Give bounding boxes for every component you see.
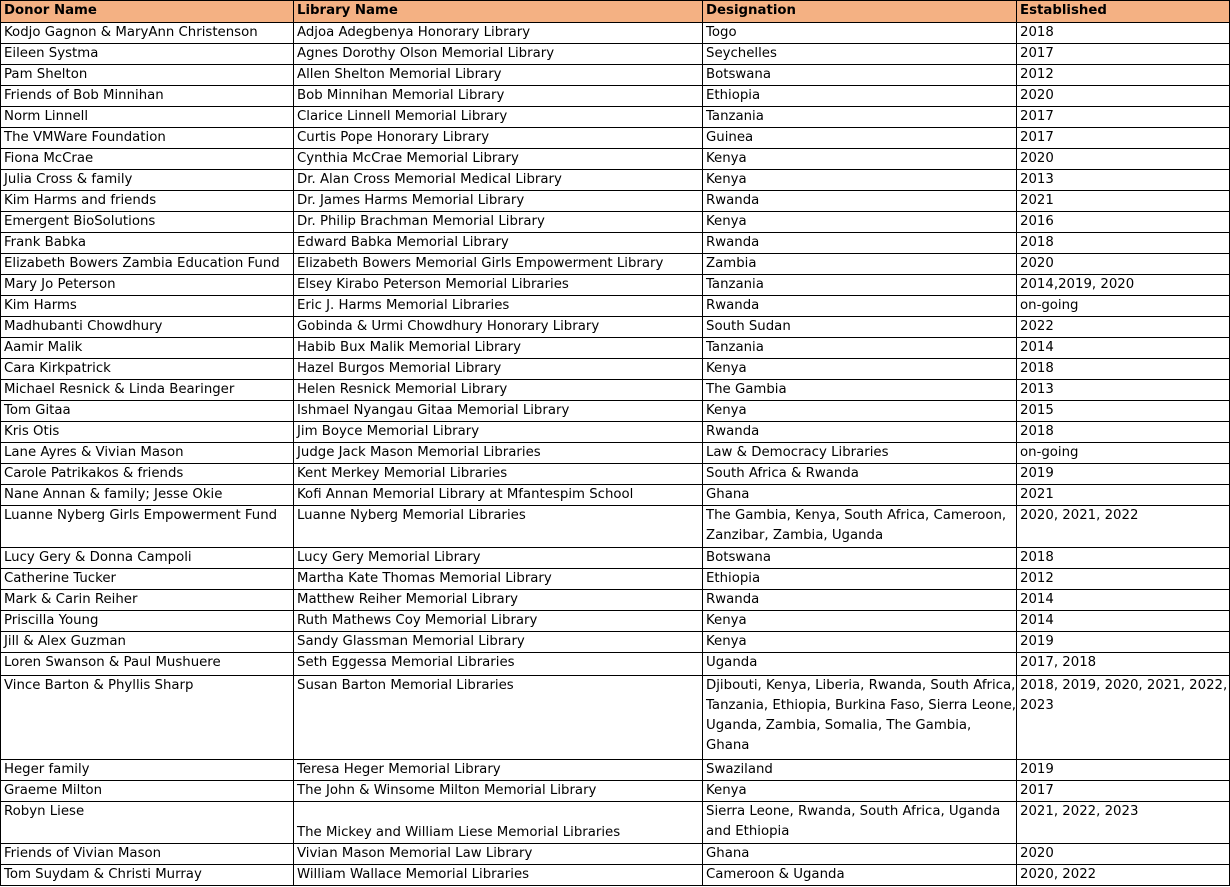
- designation-cell[interactable]: Tanzania: [703, 338, 1017, 359]
- donor-cell[interactable]: Cara Kirkpatrick: [1, 359, 294, 380]
- donor-cell[interactable]: Julia Cross & family: [1, 170, 294, 191]
- header-donor-name[interactable]: Donor Name: [1, 1, 294, 23]
- table-row: [1, 23, 1230, 44]
- donor-cell[interactable]: Tom Suydam & Christi Murray: [1, 865, 294, 886]
- designation-cell[interactable]: Ghana: [703, 844, 1017, 865]
- designation-cell[interactable]: Kenya: [703, 212, 1017, 233]
- established-cell[interactable]: 2014: [1017, 590, 1230, 611]
- donor-cell[interactable]: Lane Ayres & Vivian Mason: [1, 443, 294, 464]
- established-cell[interactable]: 2022: [1017, 317, 1230, 338]
- designation-cell[interactable]: Kenya: [703, 401, 1017, 422]
- donor-cell[interactable]: Heger family: [1, 760, 294, 781]
- table-row: [1, 443, 1230, 464]
- library-cell[interactable]: Cynthia McCrae Memorial Library: [294, 149, 703, 170]
- donor-cell[interactable]: Kim Harms and friends: [1, 191, 294, 212]
- donor-cell[interactable]: Luanne Nyberg Girls Empowerment Fund: [1, 506, 294, 548]
- table-row: [1, 485, 1230, 506]
- established-cell[interactable]: 2015: [1017, 401, 1230, 422]
- designation-cell[interactable]: The Gambia, Kenya, South Africa, Cameroon, Zanzibar, Zambia, Uganda: [703, 506, 1017, 548]
- established-cell[interactable]: 2018: [1017, 233, 1230, 254]
- library-cell[interactable]: Edward Babka Memorial Library: [294, 233, 703, 254]
- table-row: [1, 632, 1230, 653]
- designation-cell[interactable]: Rwanda: [703, 422, 1017, 443]
- library-cell[interactable]: Martha Kate Thomas Memorial Library: [294, 569, 703, 590]
- library-cell[interactable]: Dr. Philip Brachman Memorial Library: [294, 212, 703, 233]
- established-cell[interactable]: 2012: [1017, 569, 1230, 590]
- library-cell[interactable]: Ruth Mathews Coy Memorial Library: [294, 611, 703, 632]
- library-cell[interactable]: Agnes Dorothy Olson Memorial Library: [294, 44, 703, 65]
- established-cell[interactable]: 2020, 2022: [1017, 865, 1230, 886]
- donor-cell[interactable]: Kodjo Gagnon & MaryAnn Christenson: [1, 23, 294, 44]
- table-row: [1, 65, 1230, 86]
- established-cell[interactable]: 2021: [1017, 485, 1230, 506]
- header-designation[interactable]: Designation: [703, 1, 1017, 23]
- library-cell[interactable]: Habib Bux Malik Memorial Library: [294, 338, 703, 359]
- header-row: [1, 1, 1230, 23]
- designation-cell[interactable]: Botswana: [703, 548, 1017, 569]
- designation-cell[interactable]: Botswana: [703, 65, 1017, 86]
- donor-cell[interactable]: Friends of Bob Minnihan: [1, 86, 294, 107]
- table-row: [1, 317, 1230, 338]
- established-cell[interactable]: 2018, 2019, 2020, 2021, 2022, 2023: [1017, 676, 1230, 760]
- established-cell[interactable]: 2017: [1017, 781, 1230, 802]
- donor-cell[interactable]: Catherine Tucker: [1, 569, 294, 590]
- table-row: [1, 569, 1230, 590]
- table-row: [1, 107, 1230, 128]
- library-cell[interactable]: Dr. James Harms Memorial Library: [294, 191, 703, 212]
- designation-cell[interactable]: South Sudan: [703, 317, 1017, 338]
- header-established[interactable]: Established: [1017, 1, 1230, 23]
- table-row: [1, 380, 1230, 401]
- established-cell[interactable]: 2018: [1017, 23, 1230, 44]
- library-cell[interactable]: Vivian Mason Memorial Law Library: [294, 844, 703, 865]
- donor-cell[interactable]: Pam Shelton: [1, 65, 294, 86]
- table-row: [1, 233, 1230, 254]
- table-row: [1, 781, 1230, 802]
- library-cell[interactable]: Susan Barton Memorial Libraries: [294, 676, 703, 760]
- donor-cell[interactable]: Nane Annan & family; Jesse Okie: [1, 485, 294, 506]
- library-cell[interactable]: William Wallace Memorial Libraries: [294, 865, 703, 886]
- table-row: [1, 676, 1230, 760]
- library-cell[interactable]: Elizabeth Bowers Memorial Girls Empowerment Library: [294, 254, 703, 275]
- designation-cell[interactable]: South Africa & Rwanda: [703, 464, 1017, 485]
- established-cell[interactable]: 2019: [1017, 632, 1230, 653]
- library-cell[interactable]: Allen Shelton Memorial Library: [294, 65, 703, 86]
- donor-cell[interactable]: The VMWare Foundation: [1, 128, 294, 149]
- table-row: [1, 844, 1230, 865]
- donor-cell[interactable]: Tom Gitaa: [1, 401, 294, 422]
- established-cell[interactable]: 2016: [1017, 212, 1230, 233]
- established-cell[interactable]: 2021: [1017, 191, 1230, 212]
- table-row: [1, 548, 1230, 569]
- library-cell[interactable]: Bob Minnihan Memorial Library: [294, 86, 703, 107]
- donor-cell[interactable]: Mark & Carin Reiher: [1, 590, 294, 611]
- table-row: [1, 611, 1230, 632]
- table-row: [1, 865, 1230, 886]
- established-cell[interactable]: 2018: [1017, 359, 1230, 380]
- donor-cell[interactable]: Emergent BioSolutions: [1, 212, 294, 233]
- established-cell[interactable]: 2020: [1017, 86, 1230, 107]
- designation-cell[interactable]: Guinea: [703, 128, 1017, 149]
- library-cell[interactable]: The John & Winsome Milton Memorial Library: [294, 781, 703, 802]
- library-cell[interactable]: Hazel Burgos Memorial Library: [294, 359, 703, 380]
- table-body: [1, 23, 1230, 886]
- table-row: [1, 149, 1230, 170]
- library-cell[interactable]: Eric J. Harms Memorial Libraries: [294, 296, 703, 317]
- header-library-name[interactable]: Library Name: [294, 1, 703, 23]
- donor-cell[interactable]: Frank Babka: [1, 233, 294, 254]
- established-cell[interactable]: 2018: [1017, 422, 1230, 443]
- established-cell[interactable]: 2019: [1017, 464, 1230, 485]
- established-cell[interactable]: 2014: [1017, 611, 1230, 632]
- donor-cell[interactable]: Madhubanti Chowdhury: [1, 317, 294, 338]
- library-cell[interactable]: Curtis Pope Honorary Library: [294, 128, 703, 149]
- library-cell[interactable]: Jim Boyce Memorial Library: [294, 422, 703, 443]
- library-cell[interactable]: Clarice Linnell Memorial Library: [294, 107, 703, 128]
- table-row: [1, 296, 1230, 317]
- established-cell[interactable]: on-going: [1017, 443, 1230, 464]
- designation-cell[interactable]: Kenya: [703, 781, 1017, 802]
- table-row: [1, 359, 1230, 380]
- established-cell[interactable]: 2020, 2021, 2022: [1017, 506, 1230, 548]
- donor-cell[interactable]: Priscilla Young: [1, 611, 294, 632]
- designation-cell[interactable]: Kenya: [703, 632, 1017, 653]
- donor-cell[interactable]: Carole Patrikakos & friends: [1, 464, 294, 485]
- designation-cell[interactable]: Rwanda: [703, 233, 1017, 254]
- table-row: [1, 170, 1230, 191]
- library-cell[interactable]: Lucy Gery Memorial Library: [294, 548, 703, 569]
- established-cell[interactable]: 2019: [1017, 760, 1230, 781]
- established-cell[interactable]: 2017: [1017, 107, 1230, 128]
- designation-cell[interactable]: Rwanda: [703, 590, 1017, 611]
- library-cell[interactable]: The Mickey and William Liese Memorial Libraries: [294, 802, 703, 844]
- donor-cell[interactable]: Mary Jo Peterson: [1, 275, 294, 296]
- table-row: [1, 464, 1230, 485]
- donor-cell[interactable]: Graeme Milton: [1, 781, 294, 802]
- donor-cell[interactable]: Elizabeth Bowers Zambia Education Fund: [1, 254, 294, 275]
- table-row: [1, 86, 1230, 107]
- donor-cell[interactable]: Eileen Systma: [1, 44, 294, 65]
- designation-cell[interactable]: Rwanda: [703, 296, 1017, 317]
- donor-cell[interactable]: Loren Swanson & Paul Mushuere: [1, 653, 294, 676]
- table-row: [1, 760, 1230, 781]
- donor-cell[interactable]: Robyn Liese: [1, 802, 294, 844]
- library-cell[interactable]: Kofi Annan Memorial Library at Mfantespim School: [294, 485, 703, 506]
- library-cell[interactable]: Gobinda & Urmi Chowdhury Honorary Library: [294, 317, 703, 338]
- donor-cell[interactable]: Kris Otis: [1, 422, 294, 443]
- donor-cell[interactable]: Kim Harms: [1, 296, 294, 317]
- designation-cell[interactable]: Togo: [703, 23, 1017, 44]
- designation-cell[interactable]: Rwanda: [703, 191, 1017, 212]
- library-cell[interactable]: Teresa Heger Memorial Library: [294, 760, 703, 781]
- donor-cell[interactable]: Norm Linnell: [1, 107, 294, 128]
- designation-cell[interactable]: Sierra Leone, Rwanda, South Africa, Uganda and Ethiopia: [703, 802, 1017, 844]
- designation-cell[interactable]: Tanzania: [703, 275, 1017, 296]
- designation-cell[interactable]: Kenya: [703, 611, 1017, 632]
- table-row: [1, 653, 1230, 676]
- designation-cell[interactable]: Zambia: [703, 254, 1017, 275]
- donor-cell[interactable]: Michael Resnick & Linda Bearinger: [1, 380, 294, 401]
- library-cell[interactable]: Sandy Glassman Memorial Library: [294, 632, 703, 653]
- library-cell[interactable]: Luanne Nyberg Memorial Libraries: [294, 506, 703, 548]
- library-cell[interactable]: Matthew Reiher Memorial Library: [294, 590, 703, 611]
- established-cell[interactable]: 2014: [1017, 338, 1230, 359]
- established-cell[interactable]: 2020: [1017, 844, 1230, 865]
- table-row: [1, 212, 1230, 233]
- table-row: [1, 401, 1230, 422]
- donor-cell[interactable]: Lucy Gery & Donna Campoli: [1, 548, 294, 569]
- library-cell[interactable]: Dr. Alan Cross Memorial Medical Library: [294, 170, 703, 191]
- donor-cell[interactable]: Jill & Alex Guzman: [1, 632, 294, 653]
- donor-cell[interactable]: Vince Barton & Phyllis Sharp: [1, 676, 294, 760]
- table-row: [1, 275, 1230, 296]
- established-cell[interactable]: 2021, 2022, 2023: [1017, 802, 1230, 844]
- established-cell[interactable]: 2017, 2018: [1017, 653, 1230, 676]
- established-cell[interactable]: 2014,2019, 2020: [1017, 275, 1230, 296]
- library-cell[interactable]: Ishmael Nyangau Gitaa Memorial Library: [294, 401, 703, 422]
- table-row: [1, 191, 1230, 212]
- established-cell[interactable]: 2017: [1017, 44, 1230, 65]
- established-cell[interactable]: 2013: [1017, 170, 1230, 191]
- established-cell[interactable]: 2013: [1017, 380, 1230, 401]
- designation-cell[interactable]: The Gambia: [703, 380, 1017, 401]
- designation-cell[interactable]: Tanzania: [703, 107, 1017, 128]
- library-cell[interactable]: Helen Resnick Memorial Library: [294, 380, 703, 401]
- designation-cell[interactable]: Law & Democracy Libraries: [703, 443, 1017, 464]
- table-row: [1, 44, 1230, 65]
- table-row: [1, 254, 1230, 275]
- designation-cell[interactable]: Uganda: [703, 653, 1017, 676]
- table-row: [1, 422, 1230, 443]
- established-cell[interactable]: 2020: [1017, 149, 1230, 170]
- library-cell[interactable]: Adjoa Adegbenya Honorary Library: [294, 23, 703, 44]
- designation-cell[interactable]: Kenya: [703, 170, 1017, 191]
- established-cell[interactable]: 2020: [1017, 254, 1230, 275]
- table-row: [1, 128, 1230, 149]
- designation-cell[interactable]: Ethiopia: [703, 86, 1017, 107]
- established-cell[interactable]: 2018: [1017, 548, 1230, 569]
- table-row: [1, 802, 1230, 844]
- table-row: [1, 338, 1230, 359]
- library-cell[interactable]: Judge Jack Mason Memorial Libraries: [294, 443, 703, 464]
- donor-cell[interactable]: Fiona McCrae: [1, 149, 294, 170]
- table-row: [1, 590, 1230, 611]
- established-cell[interactable]: 2017: [1017, 128, 1230, 149]
- donor-cell[interactable]: Friends of Vivian Mason: [1, 844, 294, 865]
- designation-cell[interactable]: Kenya: [703, 359, 1017, 380]
- designation-cell[interactable]: Cameroon & Uganda: [703, 865, 1017, 886]
- established-cell[interactable]: on-going: [1017, 296, 1230, 317]
- established-cell[interactable]: 2012: [1017, 65, 1230, 86]
- library-cell[interactable]: Kent Merkey Memorial Libraries: [294, 464, 703, 485]
- designation-cell[interactable]: Djibouti, Kenya, Liberia, Rwanda, South Africa, Tanzania, Ethiopia, Burkina Faso, Sierra Leone, Uganda, Zambia, Somalia, The Gambia, Ghana: [703, 676, 1017, 760]
- designation-cell[interactable]: Ghana: [703, 485, 1017, 506]
- table-row: [1, 506, 1230, 548]
- designation-cell[interactable]: Seychelles: [703, 44, 1017, 65]
- designation-cell[interactable]: Kenya: [703, 149, 1017, 170]
- designation-cell[interactable]: Ethiopia: [703, 569, 1017, 590]
- library-cell[interactable]: Elsey Kirabo Peterson Memorial Libraries: [294, 275, 703, 296]
- donor-cell[interactable]: Aamir Malik: [1, 338, 294, 359]
- designation-cell[interactable]: Swaziland: [703, 760, 1017, 781]
- library-cell[interactable]: Seth Eggessa Memorial Libraries: [294, 653, 703, 676]
